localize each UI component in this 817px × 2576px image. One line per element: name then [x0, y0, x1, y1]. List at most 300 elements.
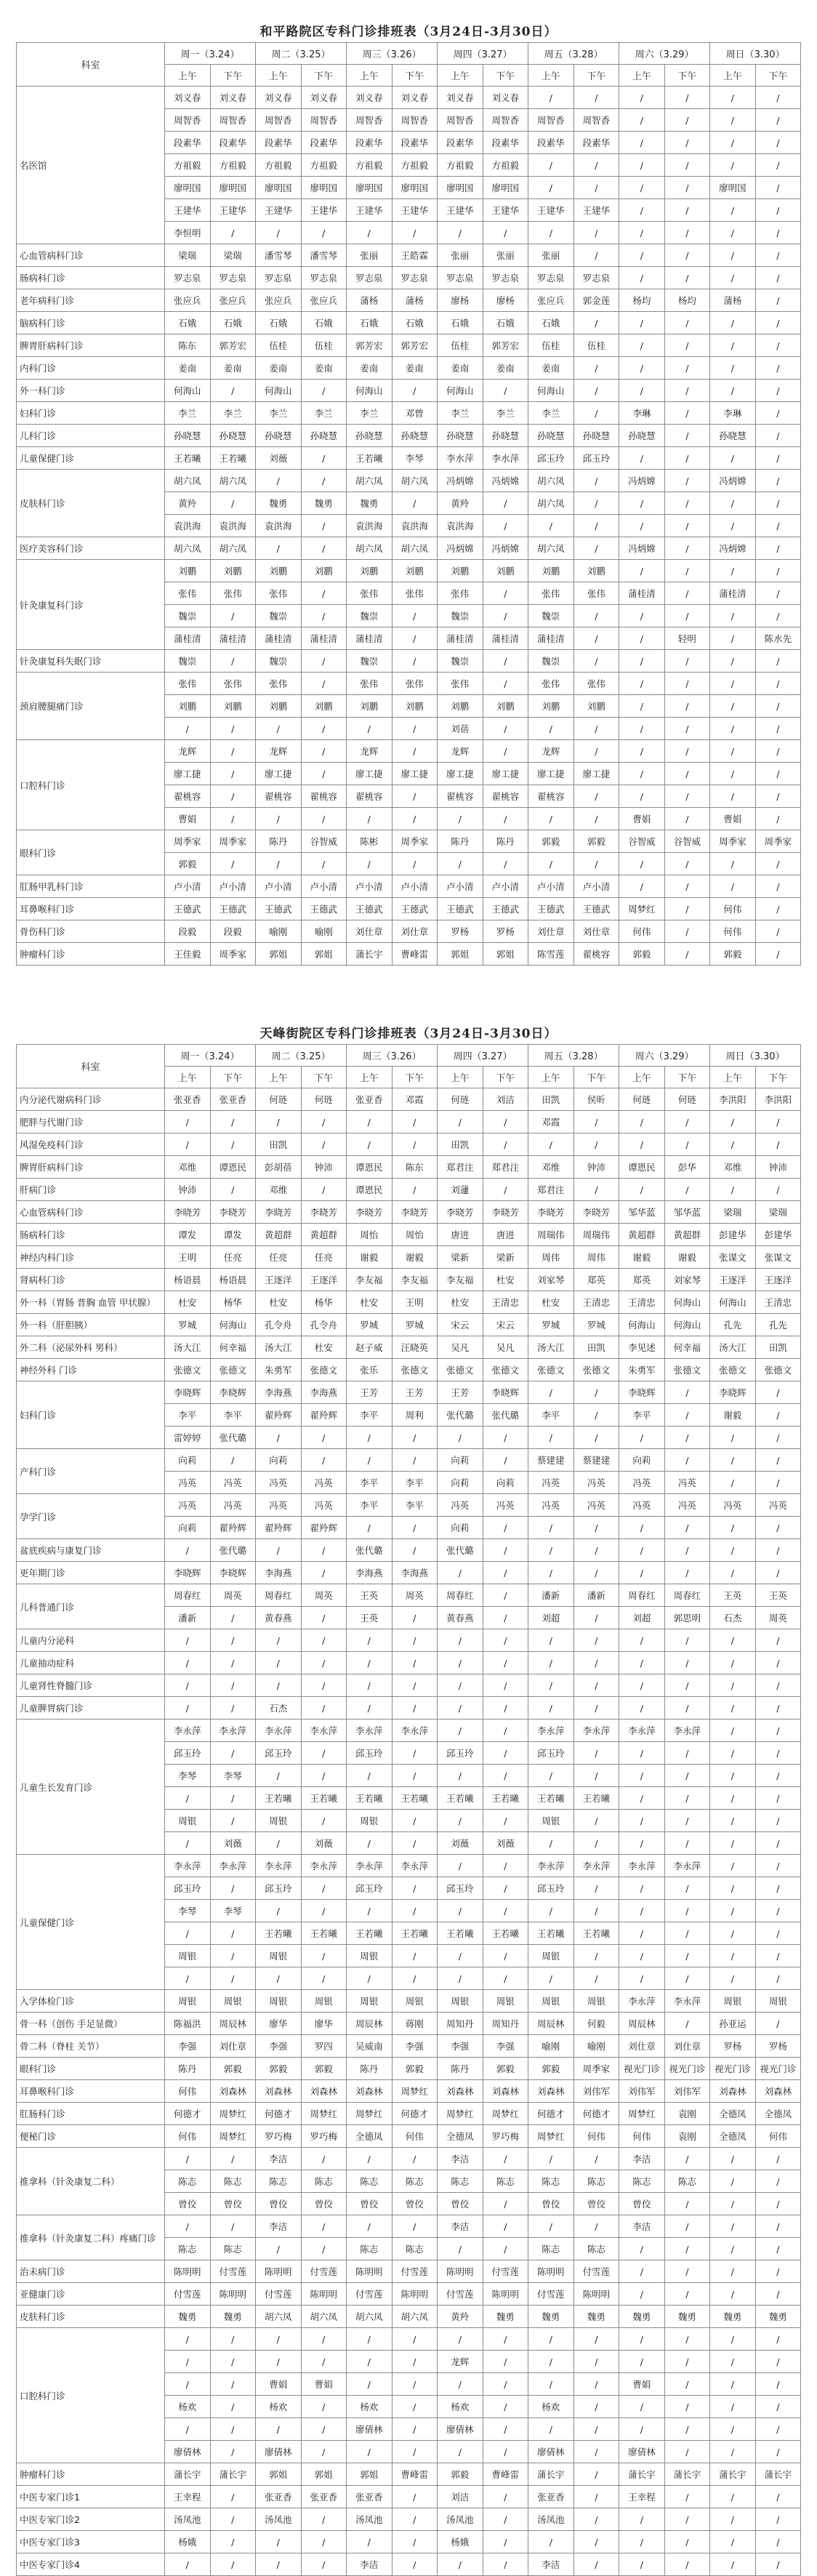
schedule-cell: 何海山 — [528, 380, 574, 402]
schedule-cell: 李晓芳 — [392, 1201, 438, 1224]
schedule-cell: / — [210, 2441, 256, 2463]
schedule-cell: / — [619, 1562, 665, 1584]
schedule-cell: 轻明 — [664, 627, 710, 650]
schedule-cell: 李晓辉 — [483, 1381, 528, 1404]
schedule-cell: / — [301, 380, 347, 402]
schedule-cell: 付雪莲 — [438, 2283, 483, 2306]
schedule-cell: 魏勇 — [256, 492, 302, 515]
department-name: 肝病门诊 — [17, 1179, 165, 1201]
table-row — [17, 1720, 801, 1742]
schedule-cell: / — [256, 1832, 302, 1855]
schedule-cell: 陈彬 — [347, 830, 393, 853]
schedule-cell: / — [710, 2170, 756, 2193]
schedule-cell: / — [483, 2553, 528, 2576]
schedule-cell: / — [710, 605, 756, 627]
schedule-cell: 张伟 — [210, 582, 256, 605]
schedule-cell: 杨欢 — [165, 2396, 211, 2418]
schedule-cell: 周银 — [165, 1945, 211, 1967]
schedule-cell: 谷智威 — [664, 830, 710, 853]
schedule-cell: 周辰林 — [210, 2013, 256, 2035]
schedule-cell: 郭芳宏 — [392, 334, 438, 357]
schedule-cell: 何毅 — [573, 2013, 619, 2035]
schedule-cell: / — [755, 763, 801, 785]
schedule-cell: 全德凤 — [710, 2103, 756, 2125]
schedule-cell: / — [664, 853, 710, 875]
schedule-cell: 梁瑞 — [210, 244, 256, 267]
schedule-cell: 曾佼 — [528, 2193, 574, 2215]
schedule-cell: 喻刚 — [573, 2035, 619, 2058]
department-name: 眼科门诊 — [17, 830, 165, 875]
table-row — [17, 2035, 801, 2058]
schedule-cell: / — [573, 2531, 619, 2553]
day-header: 周一（3.24） — [165, 1045, 256, 1067]
schedule-cell: 刘鹏 — [438, 560, 483, 582]
schedule-cell: / — [301, 605, 347, 627]
schedule-cell: / — [528, 2215, 574, 2238]
schedule-cell: 刘鹏 — [301, 560, 347, 582]
department-name: 妇科门诊 — [17, 1381, 165, 1449]
schedule-cell: 蔡建建 — [528, 1449, 574, 1472]
schedule-cell: 田凯 — [528, 1088, 574, 1111]
schedule-cell: 周智香 — [438, 109, 483, 132]
schedule-cell: 王若曦 — [528, 1787, 574, 1810]
schedule-cell: 李海燕 — [301, 1381, 347, 1404]
schedule-cell: 李永萍 — [528, 1720, 574, 1742]
schedule-cell: 王建华 — [347, 199, 393, 222]
schedule-table — [16, 42, 801, 966]
schedule-cell: 李永萍 — [256, 1855, 302, 1877]
schedule-cell: / — [755, 898, 801, 920]
schedule-cell: / — [483, 808, 528, 830]
schedule-cell: / — [256, 1652, 302, 1674]
schedule-cell: 李晓辉 — [210, 1381, 256, 1404]
schedule-cell: 刘义春 — [438, 87, 483, 109]
schedule-cell: 王德武 — [528, 898, 574, 920]
schedule-cell: / — [573, 244, 619, 267]
schedule-cell: / — [755, 1381, 801, 1404]
schedule-cell: / — [619, 627, 665, 650]
schedule-cell: / — [392, 492, 438, 515]
schedule-cell: / — [210, 1742, 256, 1765]
schedule-cell: 罗志泉 — [256, 267, 302, 289]
schedule-cell: 王若曦 — [438, 1787, 483, 1810]
schedule-cell: / — [619, 1810, 665, 1832]
schedule-cell: 郭毅 — [301, 2058, 347, 2080]
schedule-cell: / — [483, 1674, 528, 1697]
schedule-cell: 廖工捷 — [256, 763, 302, 785]
department-name: 儿童生长发育门诊 — [17, 1720, 165, 1855]
department-name: 内科门诊 — [17, 357, 165, 380]
schedule-cell: 郭毅 — [165, 853, 211, 875]
schedule-cell: / — [710, 1111, 756, 1133]
schedule-cell: / — [664, 492, 710, 515]
schedule-cell: 何海山 — [710, 1291, 756, 1314]
table-row — [17, 875, 801, 898]
schedule-cell: / — [619, 785, 665, 808]
schedule-cell: 周伟 — [528, 1246, 574, 1269]
schedule-cell: / — [619, 2396, 665, 2418]
schedule-cell: / — [710, 1562, 756, 1584]
schedule-cell: / — [710, 1945, 756, 1967]
schedule-cell: 何琏 — [256, 1088, 302, 1111]
schedule-cell: 廖明国 — [347, 177, 393, 199]
schedule-cell: 梁瑞 — [165, 244, 211, 267]
schedule-cell: 段素华 — [256, 132, 302, 154]
day-header: 周二（3.25） — [256, 43, 347, 65]
schedule-cell: 罗杨 — [438, 920, 483, 943]
schedule-cell: / — [210, 2418, 256, 2441]
schedule-cell: 付雪莲 — [573, 2260, 619, 2283]
department-name: 外一科门诊 — [17, 380, 165, 402]
schedule-cell: 钟沛 — [573, 1156, 619, 1179]
schedule-cell: / — [301, 1539, 347, 1562]
schedule-cell: / — [664, 605, 710, 627]
schedule-cell: / — [619, 763, 665, 785]
schedule-cell: / — [347, 1652, 393, 1674]
schedule-cell: / — [392, 1674, 438, 1697]
schedule-cell: 袁洪海 — [438, 515, 483, 537]
schedule-cell: 李永萍 — [392, 1720, 438, 1742]
schedule-cell: / — [573, 357, 619, 380]
schedule-cell: 周英 — [210, 1584, 256, 1607]
schedule-cell: / — [165, 1133, 211, 1156]
schedule-cell: 何伟 — [165, 2125, 211, 2148]
schedule-cell: 冯英 — [664, 1494, 710, 1517]
schedule-cell: 周智香 — [392, 109, 438, 132]
schedule-cell: / — [755, 289, 801, 312]
schedule-cell: 邱玉玲 — [165, 1877, 211, 1900]
schedule-cell: 邓维 — [528, 1156, 574, 1179]
schedule-cell: 蒲桂清 — [347, 627, 393, 650]
schedule-cell: 何伟 — [710, 898, 756, 920]
schedule-cell: 罗四 — [301, 2035, 347, 2058]
schedule-cell: 陈志 — [210, 2238, 256, 2260]
schedule-cell: 周银 — [347, 1990, 393, 2013]
schedule-cell: 李强 — [392, 2035, 438, 2058]
schedule-cell: / — [755, 673, 801, 695]
schedule-cell: / — [619, 875, 665, 898]
department-name: 老年病科门诊 — [17, 289, 165, 312]
schedule-cell: 李水萍 — [483, 447, 528, 470]
schedule-cell: 冯英 — [664, 1472, 710, 1494]
schedule-cell: / — [664, 447, 710, 470]
schedule-cell: / — [755, 492, 801, 515]
schedule-cell: / — [256, 718, 302, 740]
schedule-cell: / — [664, 402, 710, 425]
table-row — [17, 650, 801, 673]
schedule-cell: 刘超 — [619, 1607, 665, 1629]
schedule-cell: / — [573, 492, 619, 515]
department-name: 肛肠甲乳科门诊 — [17, 875, 165, 898]
schedule-cell: 张丽 — [347, 244, 393, 267]
department-name: 外一科（胃肠 普胸 血管 甲状腺） — [17, 1291, 165, 1314]
schedule-cell: 王佳毅 — [165, 943, 211, 966]
schedule-cell: 周银 — [301, 1990, 347, 2013]
department-name: 骨伤科门诊 — [17, 920, 165, 943]
schedule-cell: 姜南 — [528, 357, 574, 380]
schedule-cell: 姜南 — [210, 357, 256, 380]
schedule-cell: 周银 — [528, 1990, 574, 2013]
department-name: 名医馆 — [17, 87, 165, 244]
schedule-cell: / — [528, 2328, 574, 2351]
schedule-cell: 雷婷婷 — [165, 1427, 211, 1449]
table-row — [17, 357, 801, 380]
schedule-cell: 杜安 — [438, 1291, 483, 1314]
schedule-cell: 张伟 — [256, 673, 302, 695]
schedule-cell: 李平 — [392, 1494, 438, 1517]
schedule-cell: / — [664, 582, 710, 605]
schedule-cell: / — [664, 1404, 710, 1427]
schedule-cell: 杨欢 — [438, 2396, 483, 2418]
schedule-cell: 张伟 — [392, 582, 438, 605]
schedule-cell: / — [301, 1111, 347, 1133]
schedule-cell: / — [573, 1539, 619, 1562]
schedule-cell: 陈志 — [392, 2170, 438, 2193]
schedule-cell: 曹峰雷 — [392, 943, 438, 966]
schedule-cell: 钟沛 — [755, 1156, 801, 1179]
schedule-cell: 王芳 — [347, 1381, 393, 1404]
schedule-cell: 魏勇 — [301, 492, 347, 515]
schedule-cell: 王清忠 — [483, 1291, 528, 1314]
day-header: 周五（3.28） — [528, 43, 619, 65]
schedule-cell: / — [165, 718, 211, 740]
table-row — [17, 1156, 801, 1179]
dept-header: 科室 — [17, 43, 165, 87]
schedule-cell: 杜安 — [347, 1291, 393, 1314]
schedule-cell: / — [392, 1539, 438, 1562]
table-row — [17, 1539, 801, 1562]
schedule-cell: 周梦红 — [392, 2080, 438, 2103]
schedule-cell: 陈志 — [210, 2170, 256, 2193]
schedule-cell: 唐进 — [438, 1224, 483, 1246]
schedule-cell: 张代璐 — [483, 1404, 528, 1427]
schedule-cell: 陈明明 — [483, 2283, 528, 2306]
schedule-cell: 姜南 — [347, 357, 393, 380]
schedule-cell: 冯炳嫦 — [619, 470, 665, 492]
schedule-cell: 周利 — [392, 1404, 438, 1427]
schedule-cell: / — [165, 1787, 211, 1810]
schedule-cell: / — [710, 1742, 756, 1765]
schedule-cell: 王英 — [347, 1607, 393, 1629]
schedule-cell: 魏勇 — [755, 2306, 801, 2328]
schedule-cell: / — [528, 154, 574, 177]
schedule-cell: 汪晓英 — [392, 1336, 438, 1359]
pm-header: 下午 — [573, 65, 619, 87]
schedule-cell: 陈明明 — [256, 2260, 302, 2283]
schedule-cell: 李永萍 — [392, 1855, 438, 1877]
schedule-cell: / — [573, 2508, 619, 2531]
schedule-cell: / — [573, 2148, 619, 2170]
schedule-cell: 石娥 — [347, 312, 393, 334]
schedule-cell: / — [664, 920, 710, 943]
schedule-cell: 段素华 — [165, 132, 211, 154]
schedule-cell: / — [347, 1765, 393, 1787]
schedule-cell: 朱勇军 — [256, 1359, 302, 1381]
schedule-cell: / — [210, 1697, 256, 1720]
schedule-cell: / — [573, 2486, 619, 2508]
schedule-cell: 翟桃容 — [256, 785, 302, 808]
schedule-cell: 何德才 — [392, 2103, 438, 2125]
schedule-cell: 侯昕 — [573, 1088, 619, 1111]
schedule-cell: 周辰林 — [528, 2013, 574, 2035]
table-row — [17, 267, 801, 289]
department-name: 口腔科门诊 — [17, 740, 165, 830]
schedule-cell: 曹峰雷 — [392, 2463, 438, 2486]
schedule-cell: / — [438, 222, 483, 244]
schedule-cell: 罗志泉 — [165, 267, 211, 289]
schedule-cell: 冯英 — [528, 1472, 574, 1494]
schedule-cell: 谭恩民 — [210, 1156, 256, 1179]
schedule-cell: 龙辉 — [347, 740, 393, 763]
schedule-cell: 蒲杨 — [392, 289, 438, 312]
schedule-cell: 郭姐 — [256, 2463, 302, 2486]
schedule-cell: 蒲桂清 — [438, 627, 483, 650]
schedule-cell: / — [438, 1967, 483, 1990]
schedule-cell: / — [619, 244, 665, 267]
schedule-cell: 袁洪海 — [347, 515, 393, 537]
day-header: 周五（3.28） — [528, 1045, 619, 1067]
schedule-cell: 石娥 — [528, 312, 574, 334]
schedule-cell: 方祖毅 — [347, 154, 393, 177]
schedule-cell: 王德武 — [256, 898, 302, 920]
schedule-cell: / — [210, 2486, 256, 2508]
schedule-cell: / — [710, 2396, 756, 2418]
schedule-cell: 刘超 — [528, 1607, 574, 1629]
schedule-cell: / — [710, 2283, 756, 2306]
table-row — [17, 943, 801, 966]
schedule-cell: / — [438, 2328, 483, 2351]
schedule-cell: / — [664, 2238, 710, 2260]
schedule-cell: 罗志泉 — [392, 267, 438, 289]
schedule-cell: / — [619, 357, 665, 380]
schedule-cell: 廖华 — [301, 2013, 347, 2035]
schedule-cell: 廖工捷 — [438, 763, 483, 785]
schedule-cell: / — [301, 1742, 347, 1765]
schedule-cell: 蒲桂清 — [210, 627, 256, 650]
table-row — [17, 920, 801, 943]
department-name: 盆底疾病与康复门诊 — [17, 1539, 165, 1562]
schedule-cell: 方祖毅 — [301, 154, 347, 177]
schedule-cell: / — [664, 898, 710, 920]
schedule-cell: 李永萍 — [664, 1990, 710, 2013]
schedule-cell: / — [664, 650, 710, 673]
schedule-cell: 孙晓慧 — [710, 425, 756, 447]
schedule-cell: / — [710, 1449, 756, 1472]
schedule-cell: / — [392, 2373, 438, 2396]
schedule-cell: 刘鹏 — [165, 560, 211, 582]
schedule-cell: / — [210, 1629, 256, 1652]
schedule-cell: 刘蓓 — [438, 718, 483, 740]
department-name: 耳鼻喉科门诊 — [17, 898, 165, 920]
schedule-cell: 孙晓慧 — [573, 425, 619, 447]
schedule-cell: 张德文 — [573, 1359, 619, 1381]
schedule-cell: 邱玉玲 — [573, 447, 619, 470]
schedule-cell: 黄春燕 — [256, 1607, 302, 1629]
schedule-cell: 翟羚辉 — [256, 1517, 302, 1539]
schedule-cell: / — [483, 1111, 528, 1133]
schedule-cell: 彭建华 — [755, 1224, 801, 1246]
schedule-cell: 郭姐 — [256, 943, 302, 966]
schedule-cell: 曾佼 — [210, 2193, 256, 2215]
schedule-cell: / — [483, 2215, 528, 2238]
schedule-cell: 郭毅 — [619, 943, 665, 966]
schedule-cell: 付雪莲 — [528, 2283, 574, 2306]
schedule-cell: / — [755, 1945, 801, 1967]
schedule-cell: / — [755, 2238, 801, 2260]
schedule-cell: 邱玉玲 — [438, 1877, 483, 1900]
am-header: 上午 — [528, 1067, 574, 1088]
table-row — [17, 2306, 801, 2328]
schedule-cell: 宋云 — [438, 1314, 483, 1336]
schedule-cell: 向莉 — [165, 1449, 211, 1472]
department-name: 妇科门诊 — [17, 402, 165, 425]
schedule-cell: / — [483, 2373, 528, 2396]
schedule-cell: / — [573, 785, 619, 808]
schedule-cell: 刘仕章 — [210, 2035, 256, 2058]
schedule-cell: / — [392, 2553, 438, 2576]
schedule-cell: / — [710, 1832, 756, 1855]
schedule-cell: 魏勇 — [483, 2306, 528, 2328]
schedule-cell: 刘洁 — [438, 2486, 483, 2508]
schedule-cell: 王若曦 — [347, 1922, 393, 1945]
schedule-cell: 李晓芳 — [528, 1201, 574, 1224]
schedule-cell: 郭姐 — [347, 2463, 393, 2486]
schedule-cell: / — [528, 2418, 574, 2441]
schedule-cell: 王德武 — [573, 898, 619, 920]
schedule-cell: 李海燕 — [392, 1562, 438, 1584]
schedule-cell: / — [619, 2283, 665, 2306]
schedule-cell: 伍桂 — [573, 334, 619, 357]
schedule-cell: / — [710, 2531, 756, 2553]
schedule-cell: / — [619, 334, 665, 357]
schedule-cell: 冯英 — [573, 1472, 619, 1494]
schedule-cell: / — [573, 718, 619, 740]
schedule-cell: 周春红 — [256, 1584, 302, 1607]
am-header: 上午 — [710, 1067, 756, 1088]
schedule-title: 天峰街院区专科门诊排班表（3月24日-3月30日） — [259, 1027, 558, 1041]
schedule-cell: 曾佼 — [392, 2193, 438, 2215]
schedule-cell: / — [301, 582, 347, 605]
schedule-cell: 张代璐 — [438, 1539, 483, 1562]
schedule-cell: 刘伟军 — [664, 2080, 710, 2103]
schedule-cell: 翟桃容 — [573, 943, 619, 966]
am-header: 上午 — [165, 65, 211, 87]
schedule-cell: 李永萍 — [619, 1855, 665, 1877]
schedule-cell: 孔先 — [755, 1314, 801, 1336]
schedule-cell: / — [165, 2328, 211, 2351]
schedule-cell: / — [755, 808, 801, 830]
schedule-cell: / — [392, 650, 438, 673]
schedule-cell: 王建华 — [438, 199, 483, 222]
schedule-cell: 石杰 — [256, 1697, 302, 1720]
schedule-cell: 廖工捷 — [483, 763, 528, 785]
department-name: 产科门诊 — [17, 1449, 165, 1494]
schedule-cell: / — [301, 2553, 347, 2576]
schedule-cell: / — [165, 2553, 211, 2576]
schedule-cell: 段素华 — [347, 132, 393, 154]
pm-header: 下午 — [483, 1067, 528, 1088]
schedule-cell: / — [664, 1967, 710, 1990]
table-row — [17, 380, 801, 402]
schedule-cell: 张伟 — [165, 582, 211, 605]
schedule-cell: / — [256, 2328, 302, 2351]
schedule-cell: / — [710, 222, 756, 244]
schedule-cell: / — [755, 875, 801, 898]
schedule-cell: / — [347, 2373, 393, 2396]
schedule-cell: 汤凤池 — [165, 2508, 211, 2531]
schedule-cell: 孙晓慧 — [619, 425, 665, 447]
schedule-cell: 魏崇 — [438, 605, 483, 627]
